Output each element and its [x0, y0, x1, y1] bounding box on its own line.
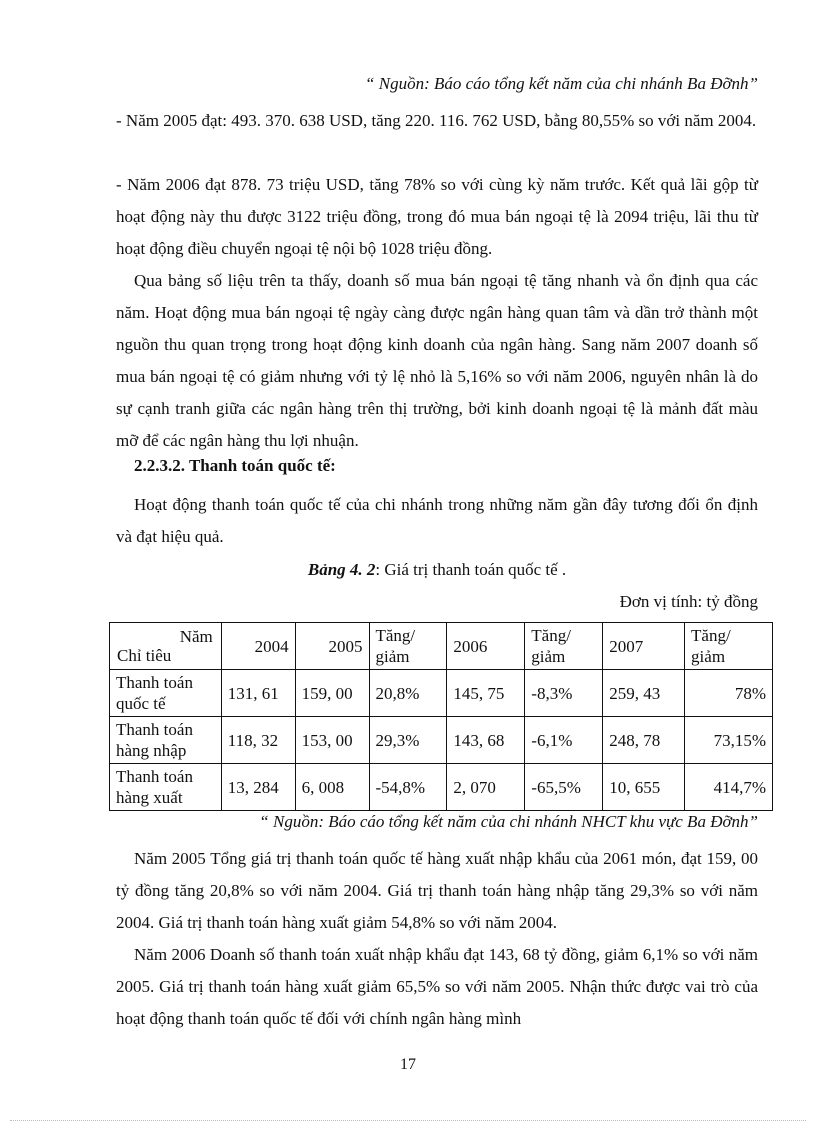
page-number: 17 [400, 1056, 416, 1073]
row-label: Thanh toán hàng xuất [110, 764, 222, 811]
table-cell: 248, 78 [603, 717, 685, 764]
table-cell: 29,3% [369, 717, 447, 764]
table-cell: 153, 00 [295, 717, 369, 764]
table-cell: 78% [685, 670, 773, 717]
table-cell: -54,8% [369, 764, 447, 811]
source-note-bottom: “ Nguồn: Báo cáo tổng kết năm của chi nhánh NHCT khu vực Ba Đỡnh” [259, 812, 758, 831]
header-change-2005: Tăng/ giảm [369, 623, 447, 670]
table-cell: -6,1% [525, 717, 603, 764]
table-cell: 414,7% [685, 764, 773, 811]
table-cell: 20,8% [369, 670, 447, 717]
table-cell: 118, 32 [221, 717, 295, 764]
table-cell: 159, 00 [295, 670, 369, 717]
table-row [110, 764, 773, 811]
header-2005: 2005 [295, 623, 369, 670]
table-cell: 10, 655 [603, 764, 685, 811]
header-2007: 2007 [603, 623, 685, 670]
table-cell: -8,3% [525, 670, 603, 717]
table-cell: 13, 284 [221, 764, 295, 811]
payment-table [109, 622, 773, 811]
header-change-2006: Tăng/ giảm [525, 623, 603, 670]
table-cell: 259, 43 [603, 670, 685, 717]
header-2006: 2006 [447, 623, 525, 670]
paragraph-2006-payment: Năm 2006 Doanh số thanh toán xuất nhập khẩu đạt 143, 68 tỷ đồng, giảm 6,1% so với năm 2005. Giá trị thanh toán hàng xuất giảm 65,5% so với năm 2005. Nhận thức được vai trò của hoạt động thanh toán quốc tế đối với chính ngân hàng mình [116, 945, 758, 1028]
corner-year-label: Năm [179, 627, 213, 646]
paragraph-2006-result: - Năm 2006 đạt 878. 73 triệu USD, tăng 78% so với cùng kỳ năm trước. Kết quả lãi gộp từ hoạt động này thu được 3122 triệu đồng, trong đó mua bán ngoại tệ là 2094 triệu, lãi thu từ hoạt động điều chuyển ngoại tệ nội bộ 1028 triệu đồng. [116, 175, 758, 258]
page-bottom-divider [10, 1120, 806, 1121]
table-cell: 6, 008 [295, 764, 369, 811]
corner-indicator-label: Chỉ tiêu [117, 646, 172, 665]
table-header-row [110, 623, 773, 670]
paragraph-intro-payment: Hoạt động thanh toán quốc tế của chi nhánh trong những năm gần đây tương đối ổn định và đạt hiệu quả. [116, 495, 758, 546]
table-caption-text: : Giá trị thanh toán quốc tế . [375, 560, 567, 579]
section-heading: 2.2.3.2. Thanh toán quốc tế: [134, 456, 336, 475]
table-row [110, 670, 773, 717]
table-cell: 145, 75 [447, 670, 525, 717]
source-note-top: “ Nguồn: Báo cáo tổng kết năm của chi nhánh Ba Đỡnh” [365, 74, 758, 93]
table-cell: -65,5% [525, 764, 603, 811]
row-label: Thanh toán quốc tế [110, 670, 222, 717]
table-corner-cell [110, 623, 222, 670]
table-cell: 143, 68 [447, 717, 525, 764]
paragraph-2005-payment: Năm 2005 Tổng giá trị thanh toán quốc tế hàng xuất nhập khẩu của 2061 món, đạt 159, 00 tỷ đồng tăng 20,8% so với năm 2004. Giá trị thanh toán hàng nhập tăng 29,3% so với năm 2004. Giá trị thanh toán hàng xuất giảm 54,8% so với năm 2004. [116, 849, 758, 932]
row-label: Thanh toán hàng nhập [110, 717, 222, 764]
table-caption [116, 560, 758, 580]
table-cell: 2, 070 [447, 764, 525, 811]
table-row [110, 717, 773, 764]
table-cell: 131, 61 [221, 670, 295, 717]
paragraph-2005-result: - Năm 2005 đạt: 493. 370. 638 USD, tăng 220. 116. 762 USD, bằng 80,55% so với năm 2004. [116, 111, 757, 130]
unit-note: Đơn vị tính: tỷ đồng [619, 592, 758, 611]
table-caption-label: Bảng 4. 2 [307, 560, 376, 579]
header-2004: 2004 [221, 623, 295, 670]
header-change-2007: Tăng/ giảm [685, 623, 773, 670]
table-cell: 73,15% [685, 717, 773, 764]
paragraph-analysis: Qua bảng số liệu trên ta thấy, doanh số mua bán ngoại tệ tăng nhanh và ổn định qua các năm. Hoạt động mua bán ngoại tệ ngày càng được ngân hàng quan tâm và dần trở thành một nguồn thu quan trọng trong hoạt động kinh doanh của ngân hàng. Sang năm 2007 doanh số mua bán ngoại tệ có giảm nhưng với tỷ lệ nhỏ là 5,16% so với năm 2006, nguyên nhân là do sự cạnh tranh giữa các ngân hàng trên thị trường, bởi kinh doanh ngoại tệ là mảnh đất màu mỡ để các ngân hàng thu lợi nhuận. [116, 271, 758, 450]
